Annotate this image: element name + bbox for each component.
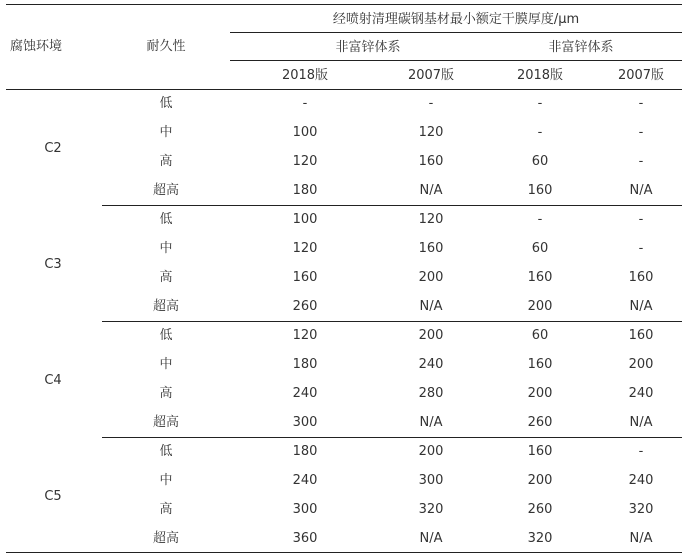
thickness-value-cell: - bbox=[537, 96, 543, 111]
thickness-value-cell: 160 bbox=[527, 270, 553, 285]
durability-label: 高 bbox=[159, 154, 173, 169]
durability-label: 高 bbox=[159, 386, 173, 401]
thickness-value-cell: N/A bbox=[419, 531, 443, 546]
thickness-value-cell: N/A bbox=[419, 183, 443, 198]
header-rule-title bbox=[230, 32, 682, 33]
durability-label: 低 bbox=[159, 96, 173, 111]
thickness-value-cell: - bbox=[428, 96, 434, 111]
thickness-value-cell: 260 bbox=[527, 415, 553, 430]
durability-label: 超高 bbox=[152, 415, 180, 430]
thickness-value-cell: N/A bbox=[419, 299, 443, 314]
thickness-value-cell: 160 bbox=[527, 183, 553, 198]
header-edition: 2018版 bbox=[281, 68, 329, 83]
thickness-value-cell: 60 bbox=[531, 154, 549, 169]
corrosion-env-label: C5 bbox=[44, 488, 62, 504]
header-corrosion-env: 腐蚀环境 bbox=[9, 39, 63, 54]
thickness-value-cell: 200 bbox=[628, 357, 654, 372]
corrosion-env-label: C4 bbox=[44, 372, 62, 388]
thickness-value-cell: 120 bbox=[292, 154, 318, 169]
thickness-value-cell: 300 bbox=[292, 415, 318, 430]
thickness-value-cell: 100 bbox=[292, 212, 318, 227]
thickness-value-cell: 60 bbox=[531, 241, 549, 256]
thickness-value-cell: 160 bbox=[628, 328, 654, 343]
thickness-value-cell: 240 bbox=[418, 357, 444, 372]
thickness-value-cell: 300 bbox=[418, 473, 444, 488]
durability-label: 中 bbox=[159, 241, 173, 256]
thickness-value-cell: 120 bbox=[292, 241, 318, 256]
thickness-value-cell: 160 bbox=[527, 444, 553, 459]
thickness-value-cell: 320 bbox=[418, 502, 444, 517]
table-bottom-rule bbox=[6, 552, 682, 553]
thickness-value-cell: 200 bbox=[527, 299, 553, 314]
durability-label: 高 bbox=[159, 270, 173, 285]
thickness-value-cell: 200 bbox=[418, 444, 444, 459]
thickness-value-cell: - bbox=[638, 125, 644, 140]
thickness-value-cell: N/A bbox=[629, 531, 653, 546]
thickness-value-cell: 280 bbox=[418, 386, 444, 401]
thickness-value-cell: 160 bbox=[527, 357, 553, 372]
durability-label: 中 bbox=[159, 125, 173, 140]
durability-label: 超高 bbox=[152, 299, 180, 314]
thickness-value-cell: 160 bbox=[628, 270, 654, 285]
header-group-non-zinc-1: 非富锌体系 bbox=[335, 40, 401, 55]
thickness-value-cell: 260 bbox=[292, 299, 318, 314]
thickness-value-cell: 120 bbox=[418, 125, 444, 140]
thickness-value-cell: 200 bbox=[418, 270, 444, 285]
thickness-value-cell: N/A bbox=[629, 299, 653, 314]
thickness-value-cell: 180 bbox=[292, 357, 318, 372]
table-top-rule bbox=[6, 4, 682, 5]
header-edition: 2007版 bbox=[407, 68, 455, 83]
thickness-value-cell: 240 bbox=[292, 473, 318, 488]
thickness-value-cell: 100 bbox=[292, 125, 318, 140]
thickness-value-cell: - bbox=[537, 212, 543, 227]
thickness-value-cell: 160 bbox=[418, 241, 444, 256]
group-divider bbox=[102, 205, 682, 206]
thickness-value-cell: 60 bbox=[531, 328, 549, 343]
durability-label: 中 bbox=[159, 473, 173, 488]
thickness-value-cell: 180 bbox=[292, 183, 318, 198]
thickness-value-cell: - bbox=[638, 154, 644, 169]
thickness-value-cell: 200 bbox=[527, 473, 553, 488]
durability-label: 低 bbox=[159, 212, 173, 227]
thickness-value-cell: - bbox=[638, 241, 644, 256]
durability-label: 低 bbox=[159, 444, 173, 459]
durability-label: 高 bbox=[159, 502, 173, 517]
thickness-value-cell: - bbox=[638, 444, 644, 459]
corrosion-env-label: C2 bbox=[44, 140, 62, 156]
thickness-value-cell: N/A bbox=[419, 415, 443, 430]
thickness-value-cell: 300 bbox=[292, 502, 318, 517]
header-rule-groups bbox=[230, 60, 682, 61]
thickness-value-cell: 320 bbox=[527, 531, 553, 546]
corrosion-env-label: C3 bbox=[44, 256, 62, 272]
header-group-non-zinc-2: 非富锌体系 bbox=[548, 40, 614, 55]
thickness-value-cell: 320 bbox=[628, 502, 654, 517]
thickness-value-cell: 360 bbox=[292, 531, 318, 546]
thickness-value-cell: N/A bbox=[629, 415, 653, 430]
durability-label: 低 bbox=[159, 328, 173, 343]
thickness-value-cell: - bbox=[638, 96, 644, 111]
thickness-value-cell: 180 bbox=[292, 444, 318, 459]
durability-label: 超高 bbox=[152, 531, 180, 546]
group-divider bbox=[102, 437, 682, 438]
header-edition: 2007版 bbox=[617, 68, 665, 83]
thickness-value-cell: 200 bbox=[527, 386, 553, 401]
header-edition: 2018版 bbox=[516, 68, 564, 83]
thickness-value-cell: 160 bbox=[418, 154, 444, 169]
thickness-value-cell: 120 bbox=[292, 328, 318, 343]
thickness-value-cell: - bbox=[537, 125, 543, 140]
header-durability: 耐久性 bbox=[146, 39, 186, 54]
thickness-value-cell: 160 bbox=[292, 270, 318, 285]
thickness-value-cell: - bbox=[302, 96, 308, 111]
thickness-value-cell: - bbox=[638, 212, 644, 227]
header-main-title: 经喷射清理碳钢基材最小额定干膜厚度/μm bbox=[332, 12, 580, 27]
group-divider bbox=[102, 321, 682, 322]
thickness-value-cell: N/A bbox=[629, 183, 653, 198]
thickness-value-cell: 120 bbox=[418, 212, 444, 227]
thickness-value-cell: 260 bbox=[527, 502, 553, 517]
thickness-value-cell: 240 bbox=[292, 386, 318, 401]
durability-label: 超高 bbox=[152, 183, 180, 198]
thickness-value-cell: 240 bbox=[628, 386, 654, 401]
thickness-value-cell: 200 bbox=[418, 328, 444, 343]
durability-label: 中 bbox=[159, 357, 173, 372]
thickness-value-cell: 240 bbox=[628, 473, 654, 488]
header-bottom-rule bbox=[6, 89, 682, 90]
